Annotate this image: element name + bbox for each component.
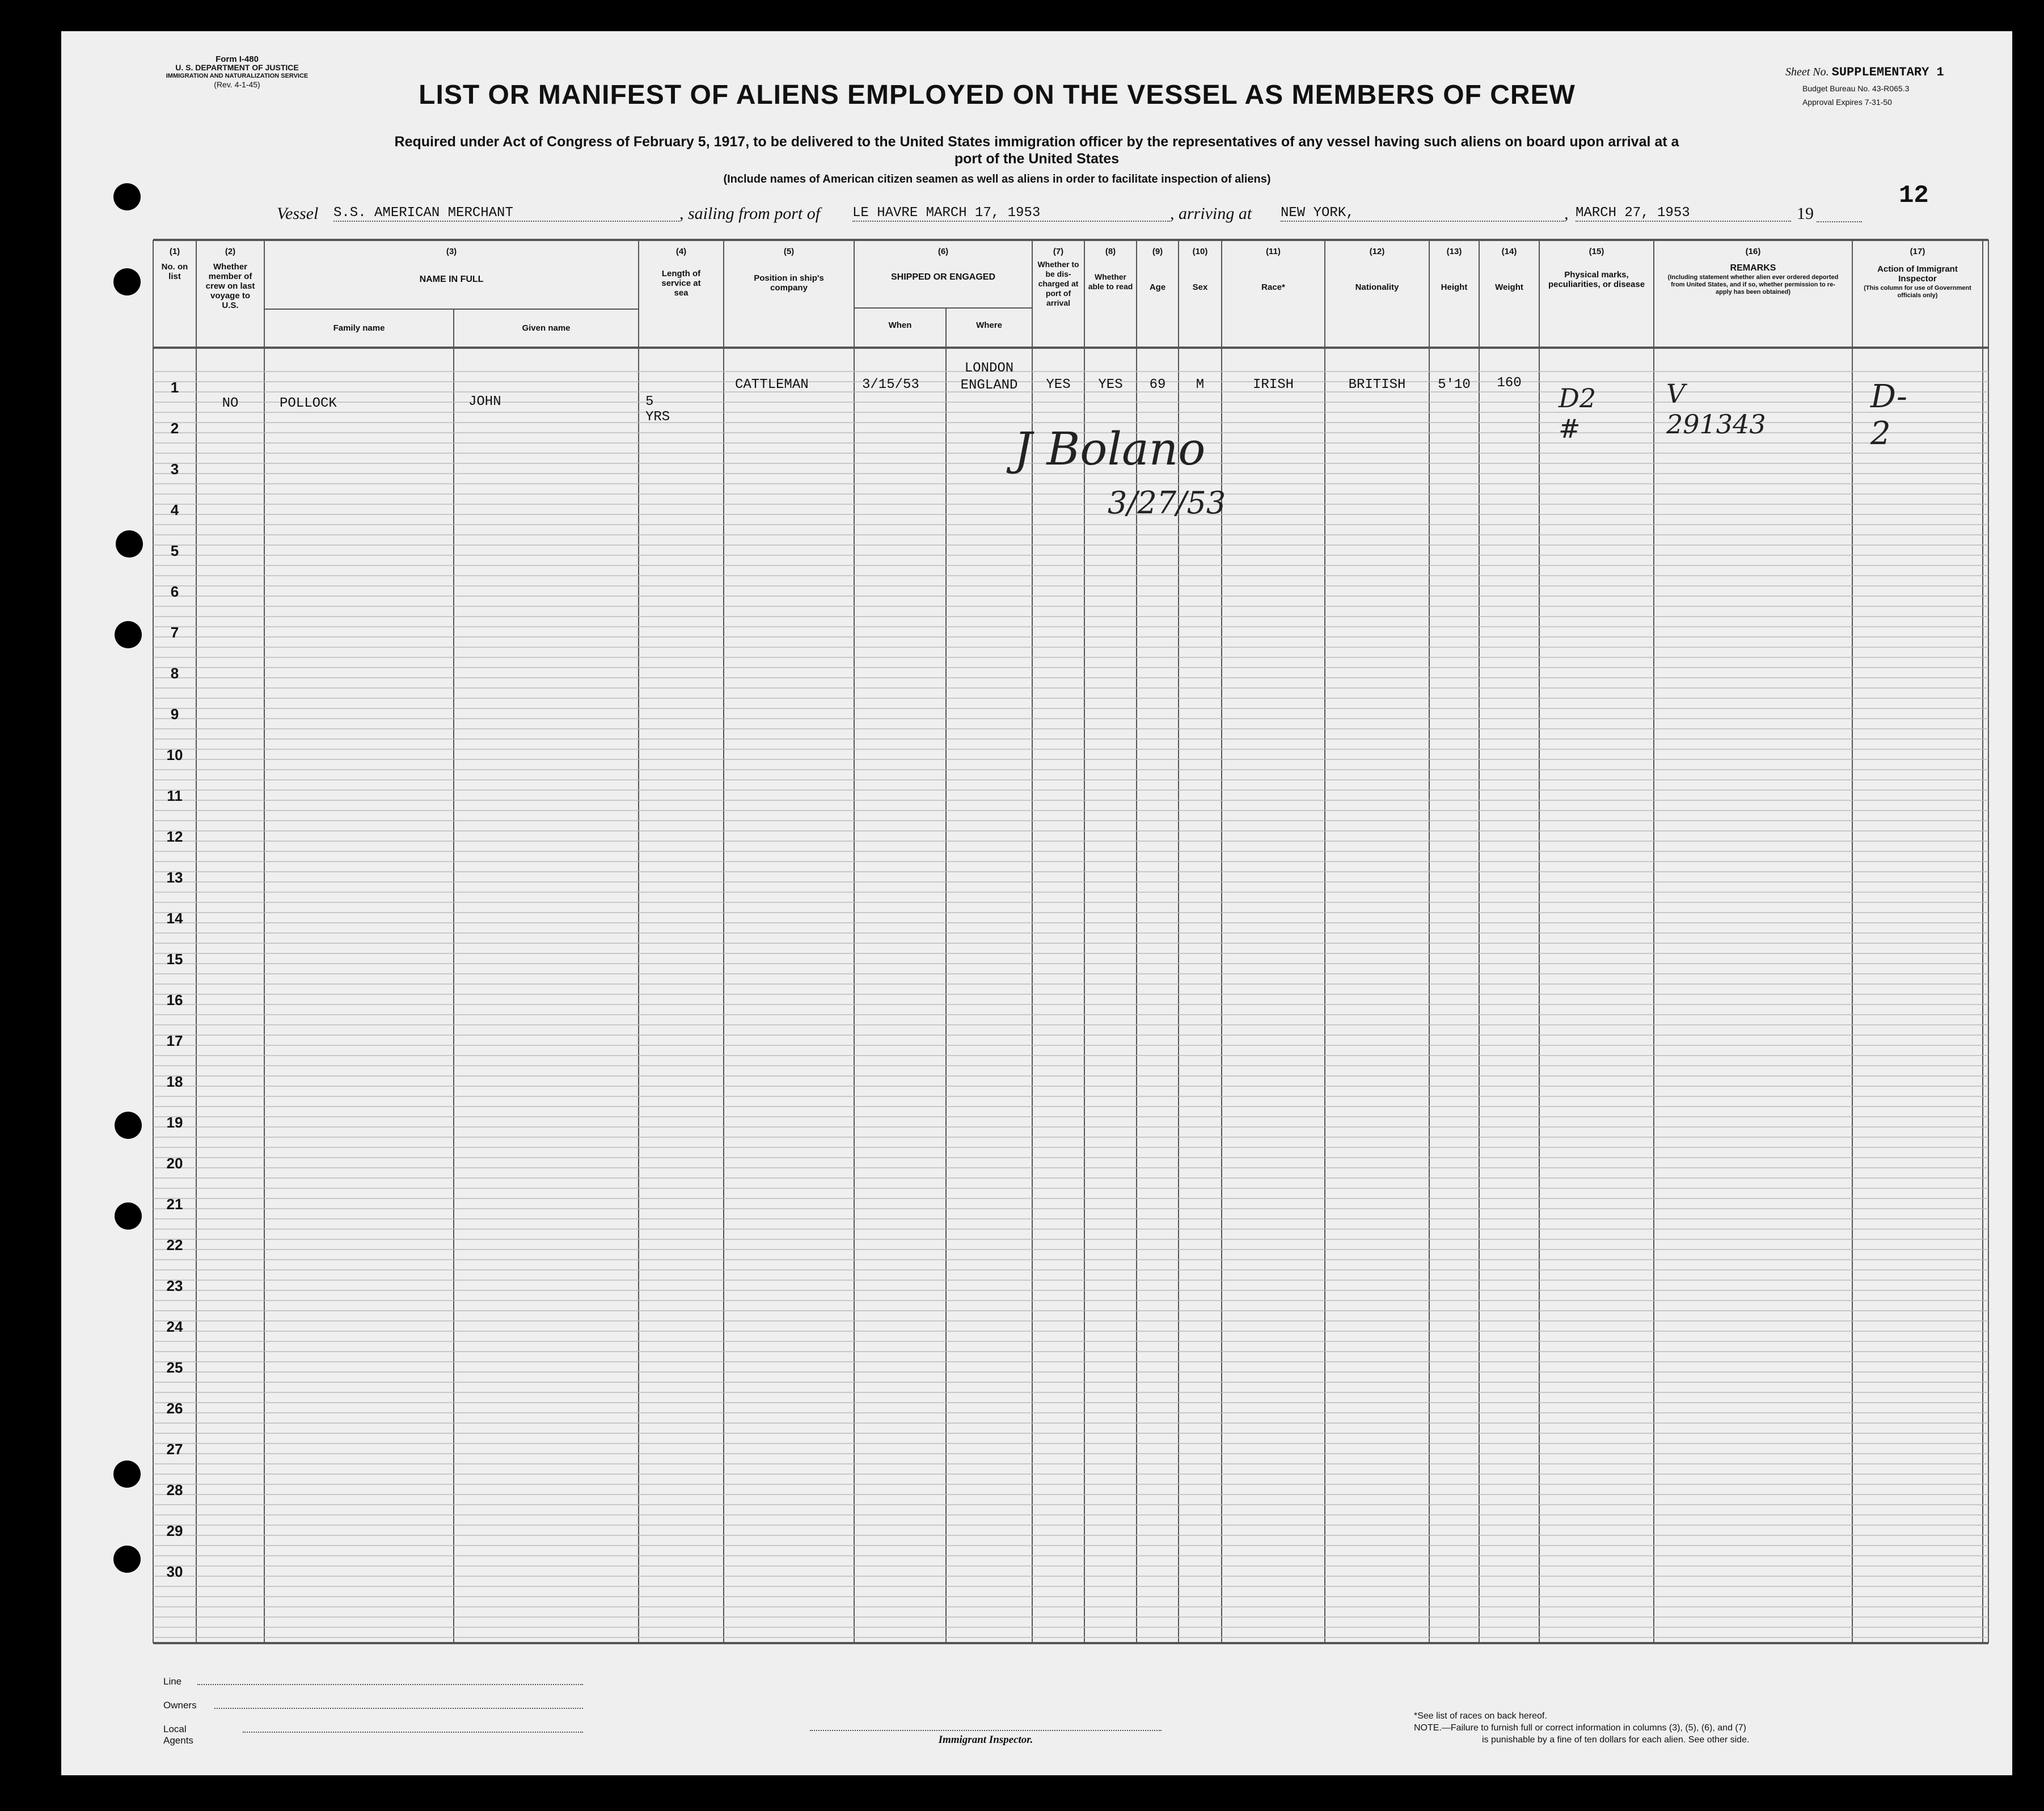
row-number: 2 bbox=[170, 420, 179, 437]
col14-num: (14) bbox=[1501, 247, 1517, 256]
nationality: BRITISH bbox=[1348, 377, 1406, 392]
col2-num: (2) bbox=[225, 247, 236, 256]
row-number: 9 bbox=[170, 706, 179, 723]
row-number: 14 bbox=[166, 910, 183, 927]
row-number: 18 bbox=[166, 1073, 183, 1090]
physical-marks: D2 # bbox=[1559, 383, 1597, 444]
col9-label: Age bbox=[1149, 282, 1166, 292]
shipped-where-line2: ENGLAND bbox=[960, 378, 1018, 393]
col4-label: Length of service at sea bbox=[661, 269, 701, 298]
row-number: 17 bbox=[166, 1032, 183, 1049]
col13-num: (13) bbox=[1446, 247, 1462, 256]
col6-label: SHIPPED OR ENGAGED bbox=[890, 272, 996, 282]
remarks: V 291343 bbox=[1666, 378, 1766, 440]
crew-last-voyage: NO bbox=[222, 396, 239, 411]
approval-expires: Approval Expires 7-31-50 bbox=[1802, 98, 1892, 107]
races-note: *See list of races on back hereof. bbox=[1414, 1711, 1547, 1721]
footer-agents-label: Local Agents bbox=[163, 1724, 193, 1746]
able-to-read: YES bbox=[1098, 377, 1123, 392]
col11-label: Race* bbox=[1261, 282, 1285, 292]
row-number: 7 bbox=[170, 624, 179, 641]
department: U. S. DEPARTMENT OF JUSTICE bbox=[175, 63, 299, 72]
col6-where: Where bbox=[976, 320, 1002, 330]
col12-label: Nationality bbox=[1355, 282, 1399, 292]
inspection-date: 3/27/53 bbox=[1108, 485, 1226, 521]
col15-label: Physical marks, peculiarities, or disease bbox=[1548, 270, 1645, 289]
row-number: 12 bbox=[166, 828, 183, 845]
row-number: 20 bbox=[166, 1155, 183, 1172]
inspector-action: D-2 bbox=[1870, 378, 1907, 452]
inspector-signature: J Bolano bbox=[1014, 423, 1206, 475]
sheet-value: SUPPLEMENTARY 1 bbox=[1831, 65, 1944, 79]
form-number: Form I-480 bbox=[216, 54, 259, 64]
row-number: 6 bbox=[170, 583, 179, 600]
row-number: 10 bbox=[166, 746, 183, 763]
row-number: 26 bbox=[166, 1400, 183, 1417]
row-number: 16 bbox=[166, 991, 183, 1008]
col5-label: Position in ship's company bbox=[754, 273, 824, 293]
row-number: 4 bbox=[170, 501, 179, 518]
manifest-sheet bbox=[61, 31, 2012, 1775]
row-number: 24 bbox=[166, 1318, 183, 1335]
vessel-label: Vessel bbox=[277, 204, 319, 223]
race: IRISH bbox=[1252, 377, 1294, 392]
col7-label: Whether to be dis-charged at port of arrival bbox=[1037, 260, 1079, 307]
row-number: 23 bbox=[166, 1277, 183, 1294]
col11-num: (11) bbox=[1266, 247, 1281, 256]
height: 5'10 bbox=[1438, 377, 1471, 392]
col13-label: Height bbox=[1441, 282, 1468, 292]
col3-num: (3) bbox=[446, 247, 457, 256]
form-title: LIST OR MANIFEST OF ALIENS EMPLOYED ON THE VESSEL AS MEMBERS OF CREW bbox=[419, 80, 1576, 110]
arriving-port: NEW YORK, bbox=[1281, 205, 1564, 222]
col8-label: Whether able to read bbox=[1088, 272, 1133, 291]
shipped-when: 3/15/53 bbox=[862, 377, 919, 392]
col14-label: Weight bbox=[1495, 282, 1523, 292]
col16-label: REMARKS bbox=[1730, 263, 1776, 273]
row-number: 27 bbox=[166, 1441, 183, 1458]
footer-line-label: Line bbox=[163, 1676, 182, 1687]
sailing-port: LE HAVRE MARCH 17, 1953 bbox=[852, 205, 1170, 222]
col17-note: (This column for use of Government officials only) bbox=[1864, 285, 1971, 299]
col12-num: (12) bbox=[1369, 247, 1385, 256]
col17-label: Action of Immigrant Inspector bbox=[1877, 264, 1958, 284]
row-number: 3 bbox=[170, 461, 179, 478]
note-line1: —Failure to furnish full or correct information in columns (3), (5), (6), and (7) bbox=[1441, 1723, 1746, 1733]
revision: (Rev. 4-1-45) bbox=[214, 80, 260, 89]
col4-num: (4) bbox=[675, 247, 687, 256]
row-number: 22 bbox=[166, 1236, 183, 1253]
row-number: 28 bbox=[166, 1481, 183, 1498]
note-label: NOTE. bbox=[1414, 1723, 1442, 1733]
col17-num: (17) bbox=[1910, 247, 1925, 256]
vessel-line: Vessel S.S. AMERICAN MERCHANT , sailing from port of LE HAVRE MARCH 17, 1953 , arriving at NEW YORK, , MARCH 27, 1953 19 bbox=[277, 204, 1865, 227]
col10-num: (10) bbox=[1192, 247, 1208, 256]
immigrant-inspector-label: Immigrant Inspector. bbox=[938, 1734, 1033, 1746]
year-label: 19 bbox=[1797, 204, 1814, 223]
col6-num: (6) bbox=[937, 247, 949, 256]
row-number: 21 bbox=[166, 1196, 183, 1213]
family-name: POLLOCK bbox=[280, 396, 337, 411]
subtitle-line2: port of the United States bbox=[954, 151, 1120, 167]
shipped-where-line1: LONDON bbox=[964, 361, 1014, 376]
row-number: 8 bbox=[170, 665, 179, 682]
col8-num: (8) bbox=[1105, 247, 1116, 256]
col16-num: (16) bbox=[1745, 247, 1761, 256]
note-line2: is punishable by a fine of ten dollars for each alien. See other side. bbox=[1482, 1735, 1750, 1745]
arriving-label: , arriving at bbox=[1170, 204, 1252, 223]
col16-note: (Including statement whether alien ever ordered deported from United States, and if so, whether permission to re-apply has been obtained) bbox=[1667, 274, 1839, 295]
col5-num: (5) bbox=[783, 247, 795, 256]
row-number: 25 bbox=[166, 1359, 183, 1376]
budget-bureau: Budget Bureau No. 43-R065.3 bbox=[1802, 84, 1910, 93]
age: 69 bbox=[1149, 377, 1166, 392]
page-number: 12 bbox=[1899, 181, 1929, 210]
weight: 160 bbox=[1497, 375, 1522, 391]
col9-num: (9) bbox=[1152, 247, 1163, 256]
row-number: 29 bbox=[166, 1522, 183, 1539]
footer-note bbox=[1414, 1710, 1992, 1746]
sailing-label: , sailing from port of bbox=[679, 204, 821, 223]
row-number: 30 bbox=[166, 1563, 183, 1580]
col1-num: (1) bbox=[169, 247, 180, 256]
given-name: JOHN bbox=[468, 394, 501, 410]
row-number: 5 bbox=[170, 542, 179, 559]
subtitle-line1: Required under Act of Congress of February 5, 1917, to be delivered to the United States immigration officer by the representatives of any vessel having such aliens on board upon arrival at a bbox=[394, 134, 1679, 150]
length-of-service: 5 YRS bbox=[645, 394, 670, 425]
arrival-date: MARCH 27, 1953 bbox=[1576, 205, 1791, 222]
vessel-name: S.S. AMERICAN MERCHANT bbox=[333, 205, 679, 222]
row-number: 13 bbox=[166, 869, 183, 886]
col3-family-name: Family name bbox=[333, 323, 385, 333]
row-number: 11 bbox=[167, 787, 183, 804]
service: IMMIGRATION AND NATURALIZATION SERVICE bbox=[166, 73, 309, 79]
row-number: 1 bbox=[170, 379, 179, 396]
col3-label: NAME IN FULL bbox=[419, 275, 484, 284]
row-number: 15 bbox=[166, 951, 183, 968]
position: CATTLEMAN bbox=[735, 377, 809, 392]
footer-owners-label: Owners bbox=[163, 1700, 197, 1711]
col1-label: No. on list bbox=[161, 262, 188, 281]
col2-label: Whether member of crew on last voyage to U.S. bbox=[205, 262, 255, 310]
subtitle-note: (Include names of American citizen seamen as well as aliens in order to facilitate inspection of aliens) bbox=[723, 173, 1271, 185]
col3-given-name: Given name bbox=[522, 323, 571, 333]
sex: M bbox=[1196, 377, 1205, 392]
col7-num: (7) bbox=[1053, 247, 1064, 256]
col15-num: (15) bbox=[1589, 247, 1604, 256]
row-number: 19 bbox=[166, 1114, 183, 1131]
sheet-label: Sheet No. bbox=[1785, 66, 1829, 78]
col6-when: When bbox=[888, 320, 912, 330]
col10-label: Sex bbox=[1192, 282, 1208, 292]
to-be-discharged: YES bbox=[1046, 377, 1071, 392]
